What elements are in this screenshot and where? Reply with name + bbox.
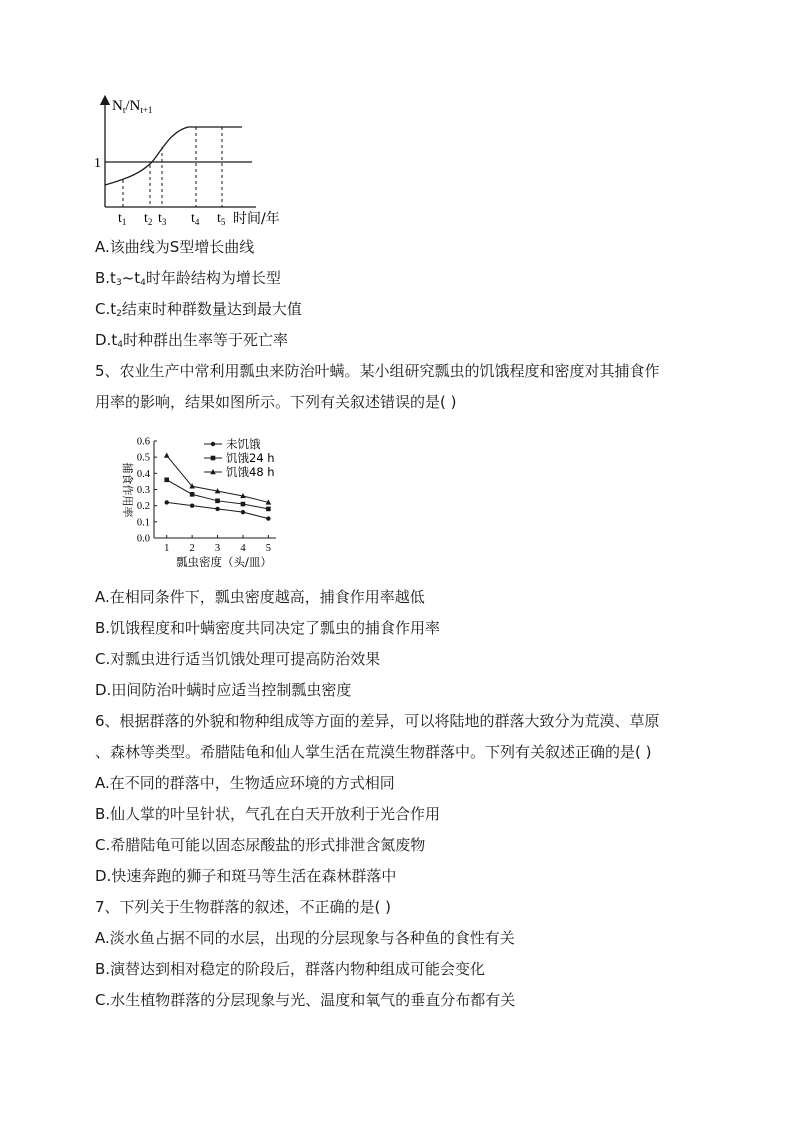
- data-point-series-2: [190, 492, 195, 497]
- data-point-series-1: [190, 503, 194, 507]
- q5-option-a: A.在相同条件下，瓢虫密度越高，捕食作用率越低: [95, 588, 425, 606]
- chart-y-tick-label: 0.5: [136, 452, 150, 464]
- t5-label: $t_5$: [217, 211, 226, 227]
- x-axis-label: 时间/年: [233, 211, 280, 227]
- q6-stem-line1: 6、根据群落的外貌和物种组成等方面的差异，可以将陆地的群落大致分为荒漠、草原: [95, 712, 660, 730]
- q7-option-b: B.演替达到相对稳定的阶段后，群落内物种组成可能会变化: [95, 960, 486, 978]
- q7-stem: 7、下列关于生物群落的叙述，不正确的是( ): [95, 898, 392, 916]
- chart-y-tick-label: 0.6: [136, 436, 150, 448]
- data-point-series-1: [165, 500, 169, 504]
- q6-option-d: D.快速奔跑的狮子和斑马等生活在森林群落中: [95, 867, 397, 885]
- legend-label-1: 未饥饿: [226, 437, 261, 451]
- chart-x-tick-label: 3: [214, 543, 221, 554]
- data-point-series-2: [164, 478, 169, 483]
- q5-option-b: B.饥饿程度和叶螨密度共同决定了瓢虫的捕食作用率: [95, 619, 441, 637]
- data-point-series-1: [241, 510, 245, 514]
- data-point-series-2: [241, 502, 246, 507]
- q5-option-d: D.田间防治叶螨时应适当控制瓢虫密度: [95, 681, 352, 699]
- y-tick-1: 1: [94, 156, 101, 171]
- chart-x-tick-label: 1: [164, 543, 170, 554]
- t1-label: $t_1$: [118, 211, 127, 227]
- predation-rate-chart: [110, 432, 310, 577]
- chart-y-label: 捕食作用率: [121, 462, 134, 518]
- legend-marker-1: [211, 442, 215, 446]
- q4-option-b: $B.t_3\sim t_4$时年龄结构为增长型: [95, 269, 281, 288]
- q4-option-d: $D.t_4$时种群出生率等于死亡率: [95, 331, 288, 350]
- y-axis-label: $N_t/N_{t+1}$: [112, 98, 153, 115]
- data-point-series-1: [266, 516, 270, 520]
- chart-y-tick-label: 0.1: [136, 517, 150, 529]
- chart-y-tick-label: 0.4: [136, 468, 150, 480]
- q6-stem-line2: 、森林等类型。希腊陆龟和仙人掌生活在荒漠生物群落中。下列有关叙述正确的是( ): [95, 743, 652, 761]
- chart-x-tick-label: 4: [240, 543, 246, 554]
- ratio-curve: [105, 127, 242, 185]
- legend-label-3: 饥饿48 h: [226, 465, 275, 479]
- chart-x-label: 瓢虫密度（头/皿）: [176, 555, 272, 569]
- t3-label: $t_3$: [158, 211, 167, 227]
- q7-option-c: C.水生植物群落的分层现象与光、温度和氧气的垂直分布都有关: [95, 991, 516, 1009]
- data-point-series-2: [266, 507, 271, 512]
- q4-option-a: A.该曲线为S型增长曲线: [95, 238, 255, 256]
- q7-option-a: A.淡水鱼占据不同的水层，出现的分层现象与各种鱼的食性有关: [95, 929, 515, 947]
- q6-option-a: A.在不同的群落中，生物适应环境的方式相同: [95, 774, 395, 792]
- chart-x-tick-label: 5: [265, 543, 271, 554]
- legend-marker-2: [211, 456, 216, 461]
- q6-option-c: C.希腊陆龟可能以固态尿酸盐的形式排泄含氮废物: [95, 836, 426, 854]
- population-ratio-figure: [90, 92, 300, 232]
- data-point-series-2: [215, 499, 220, 504]
- chart-y-tick-label: 0.2: [136, 501, 150, 513]
- q5-stem-line1: 5、农业生产中常利用瓢虫来防治叶螨。某小组研究瓢虫的饥饿程度和密度对其捕食作: [95, 362, 660, 380]
- data-point-series-3: [164, 453, 170, 458]
- t2-label: $t_2$: [144, 211, 153, 227]
- data-point-series-1: [215, 507, 219, 511]
- t4-label: $t_4$: [191, 211, 200, 227]
- chart-y-tick-label: 0.3: [136, 485, 150, 496]
- chart-y-tick-label: 0.0: [136, 533, 150, 545]
- q5-stem-line2: 用率的影响，结果如图所示。下列有关叙述错误的是( ): [95, 393, 457, 411]
- q4-option-c: $C.t_2$结束时种群数量达到最大值: [95, 300, 302, 319]
- q6-option-b: B.仙人掌的叶呈针状，气孔在白天开放利于光合作用: [95, 805, 441, 823]
- chart-x-tick-label: 2: [189, 543, 195, 554]
- q5-option-c: C.对瓢虫进行适当饥饿处理可提高防治效果: [95, 650, 381, 668]
- legend-label-2: 饥饿24 h: [226, 451, 275, 465]
